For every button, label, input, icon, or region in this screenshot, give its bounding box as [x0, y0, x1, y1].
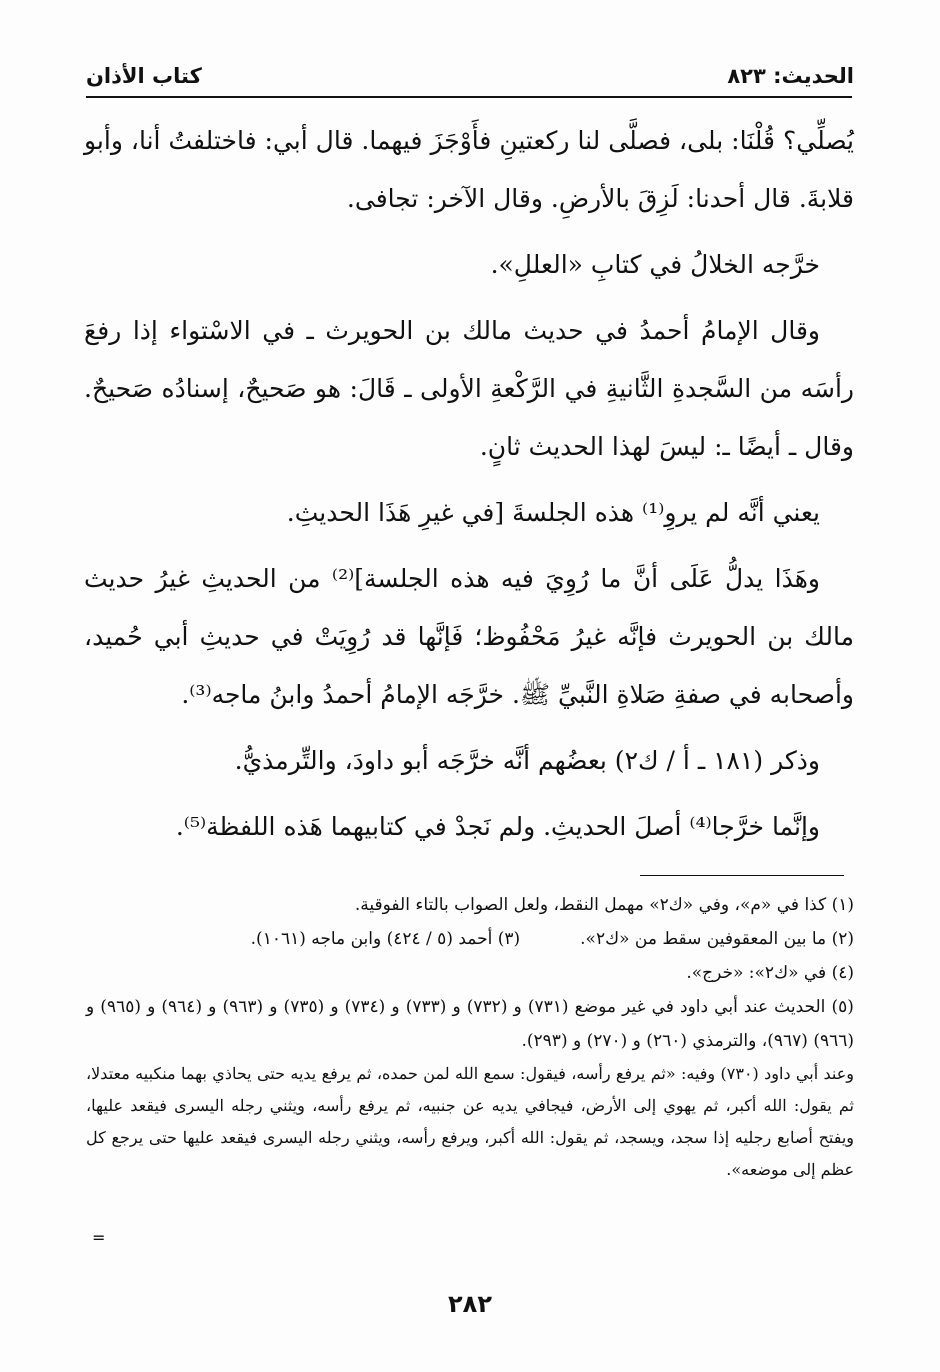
- book-title: كتاب الأذان: [86, 64, 202, 88]
- page-number: ٢٨٢: [448, 1290, 492, 1318]
- footnotes: [86, 888, 854, 1186]
- paragraph-4: يعني أنَّه لم يروِ⁽¹⁾ هذه الجلسةَ [في غيرِ هَذَا الحديثِ.: [286, 498, 820, 527]
- hadith-number: الحديث: ٨٢٣: [727, 64, 854, 88]
- paragraph-2: خرَّجه الخلالُ في كتابِ «العللِ».: [490, 250, 820, 279]
- paragraph-5: وهَذَا يدلُّ عَلَى أنَّ ما رُوِيَ فيه هذه الجلسة]⁽²⁾ من الحديثِ غيرُ حديث مالك بن الحويرث فإنَّه غيرُ مَحْفُوظ؛ فَإنَّها قد رُوِيَتْ في حديثِ أبي حُميد، وأصحابه في صفةِ صَلاةِ النَّبيِّ ﷺ. خرَّجَه الإمامُ أحمدُ وابنُ ماجه⁽³⁾.: [84, 564, 854, 709]
- paragraph-7: وإنَّما خرَّجا⁽⁴⁾ أصلَ الحديثِ. ولم نَجدْ في كتابيهما هَذه اللفظة⁽⁵⁾.: [175, 812, 820, 841]
- footnote-row: [86, 922, 854, 956]
- paragraph-3: وقال الإمامُ أحمدُ في حديث مالك بن الحويرث ـ في الاسْتواء إذا رفعَ رأسَه من السَّجدةِ الثَّانيةِ في الرَّكْعةِ الأولى ـ قَالَ: هو صَحيحٌ، إسنادُه صَحيحٌ. وقال ـ أيضًا ـ: ليسَ لهذا الحديث ثانٍ.: [84, 316, 854, 461]
- footnote-1: (١) كذا في «م»، وفي «ك٢» مهمل النقط، ولعل الصواب بالتاء الفوقية.: [354, 895, 854, 915]
- continuation-mark: =: [92, 1228, 106, 1247]
- footnote-2: (٢) ما بين المعقوفين سقط من «ك٢».: [580, 929, 854, 949]
- running-header: [86, 60, 854, 96]
- paragraph-6: وذكر (١٨١ ـ أ / ك٢) بعضُهم أنَّه خرَّجَه أبو داودَ، والتِّرمذيُّ.: [234, 746, 820, 775]
- footnote-divider: [640, 875, 844, 876]
- footnote-3: (٣) أحمد (٥ / ٤٢٤) وابن ماجه (١٠٦١).: [250, 929, 521, 949]
- footnote-4: (٤) في «ك٢»: «خرج».: [686, 963, 854, 983]
- footnote-5-quote: وعند أبي داود (٧٣٠) وفيه: «ثم يرفع رأسه، فيقول: سمع الله لمن حمده، ثم يرفع يديه حتى يحاذي بهما منكبيه معتدلا، ثم يقول: الله أكبر، ثم يهوي إلى الأرض، فيجافي يديه عن جنبيه، ثم يرفع رأسه، ويثني رجله اليسرى فيقعد عليها، ويفتح أصابع رجليه إذا سجد، ويسجد، ثم يقول: الله أكبر، ويرفع رأسه، ويثني رجله اليسرى فيقعد عليها حتى يرجع كل عظم إلى موضعه».: [86, 1064, 855, 1179]
- header-divider: [86, 96, 852, 98]
- main-text: [84, 112, 854, 864]
- footnote-5: (٥) الحديث عند أبي داود في غير موضع (٧٣١) و (٧٣٢) و (٧٣٣) و (٧٣٤) و (٧٣٥) و (٩٦٣) و (٩٦٤) و (٩٦٥) و (٩٦٦) (٩٦٧)، والترمذي (٢٦٠) و (٢٧٠) و (٢٩٣).: [86, 997, 854, 1051]
- paragraph-1: يُصلِّي؟ قُلْنَا: بلى، فصلَّى لنا ركعتينِ فأَوْجَزَ فيهما. قال أبي: فاختلفتُ أنا، وأبو قلابةَ. قال أحدنا: لَزِقَ بالأرضِ. وقال الآخر: تجافى.: [84, 126, 854, 213]
